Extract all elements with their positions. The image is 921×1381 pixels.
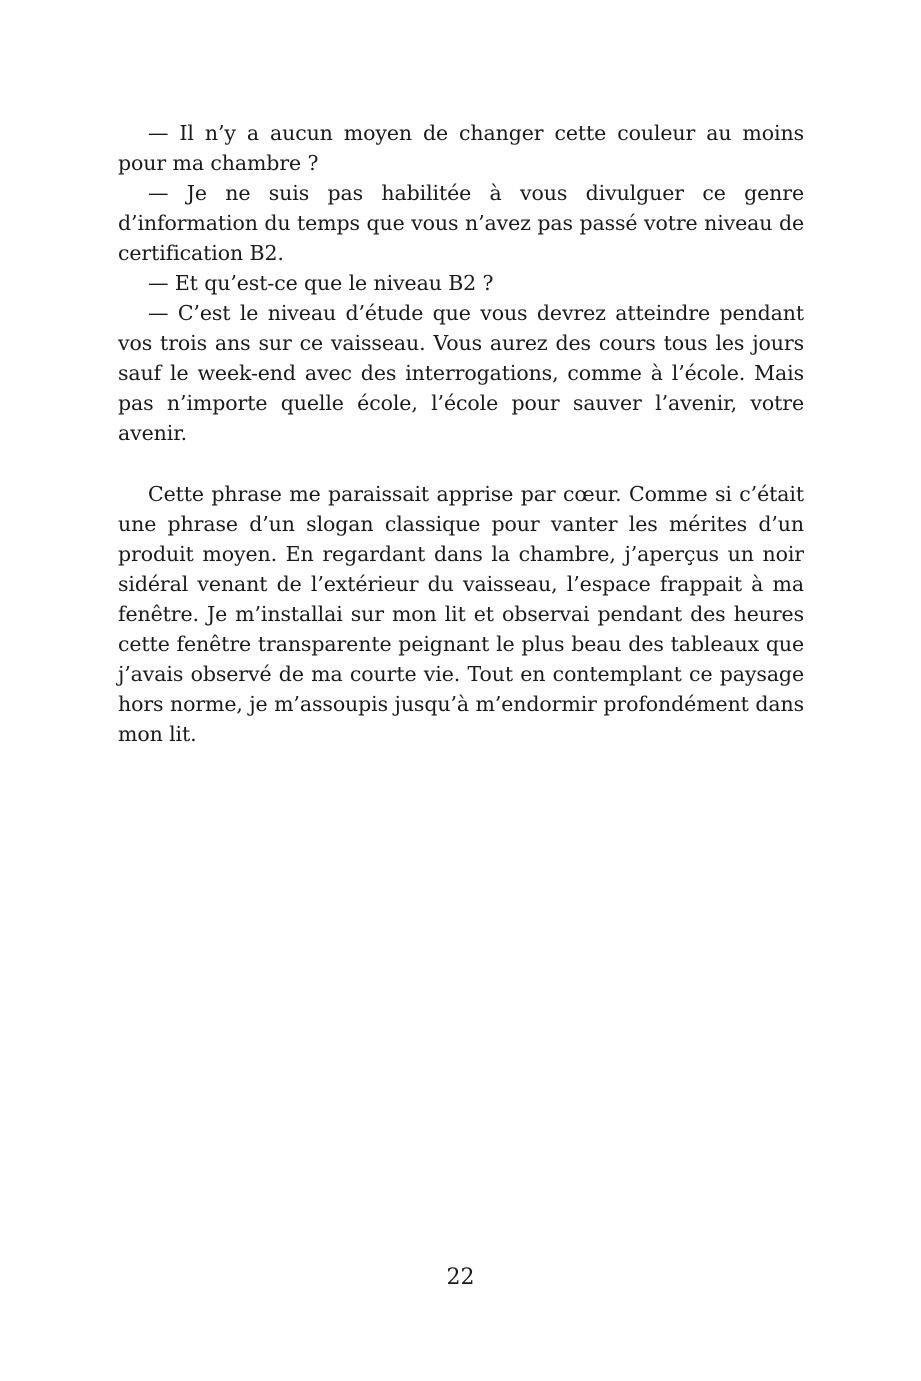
dialogue-line: — Je ne suis pas habilitée à vous divulguer ce genre d’information du temps que vous n’avez pas passé votre niveau de certification B2.	[118, 181, 804, 265]
dialogue-line: — Il n’y a aucun moyen de changer cette couleur au moins pour ma chambre ?	[118, 121, 804, 175]
dialogue-line: — C’est le niveau d’étude que vous devrez atteindre pendant vos trois ans sur ce vaisseau. Vous aurez des cours tous les jours sauf le week-end avec des interrogations, comme à l’école. Mais pas n’importe quelle école, l’école pour sauver l’avenir, votre avenir.	[118, 301, 804, 445]
narrative-paragraph: Cette phrase me paraissait apprise par cœur. Comme si c’était une phrase d’un slogan classique pour vanter les mérites d’un produit moyen. En regardant dans la chambre, j’aperçus un noir sidéral venant de l’extérieur du vaisseau, l’espace frappait à ma fenêtre. Je m’installai sur mon lit et observai pendant des heures cette fenêtre transparente peignant le plus beau des tableaux que j’avais observé de ma courte vie. Tout en contemplant ce paysage hors norme, je m’assoupis jusqu’à m’endormir profondément dans mon lit.	[118, 482, 804, 746]
narrative-block	[118, 479, 804, 749]
dialogue-block	[118, 118, 804, 448]
page-content	[118, 118, 804, 749]
page-number: 22	[446, 1265, 475, 1290]
paragraph-spacer	[118, 448, 804, 479]
dialogue-line: — Et qu’est-ce que le niveau B2 ?	[148, 271, 494, 295]
